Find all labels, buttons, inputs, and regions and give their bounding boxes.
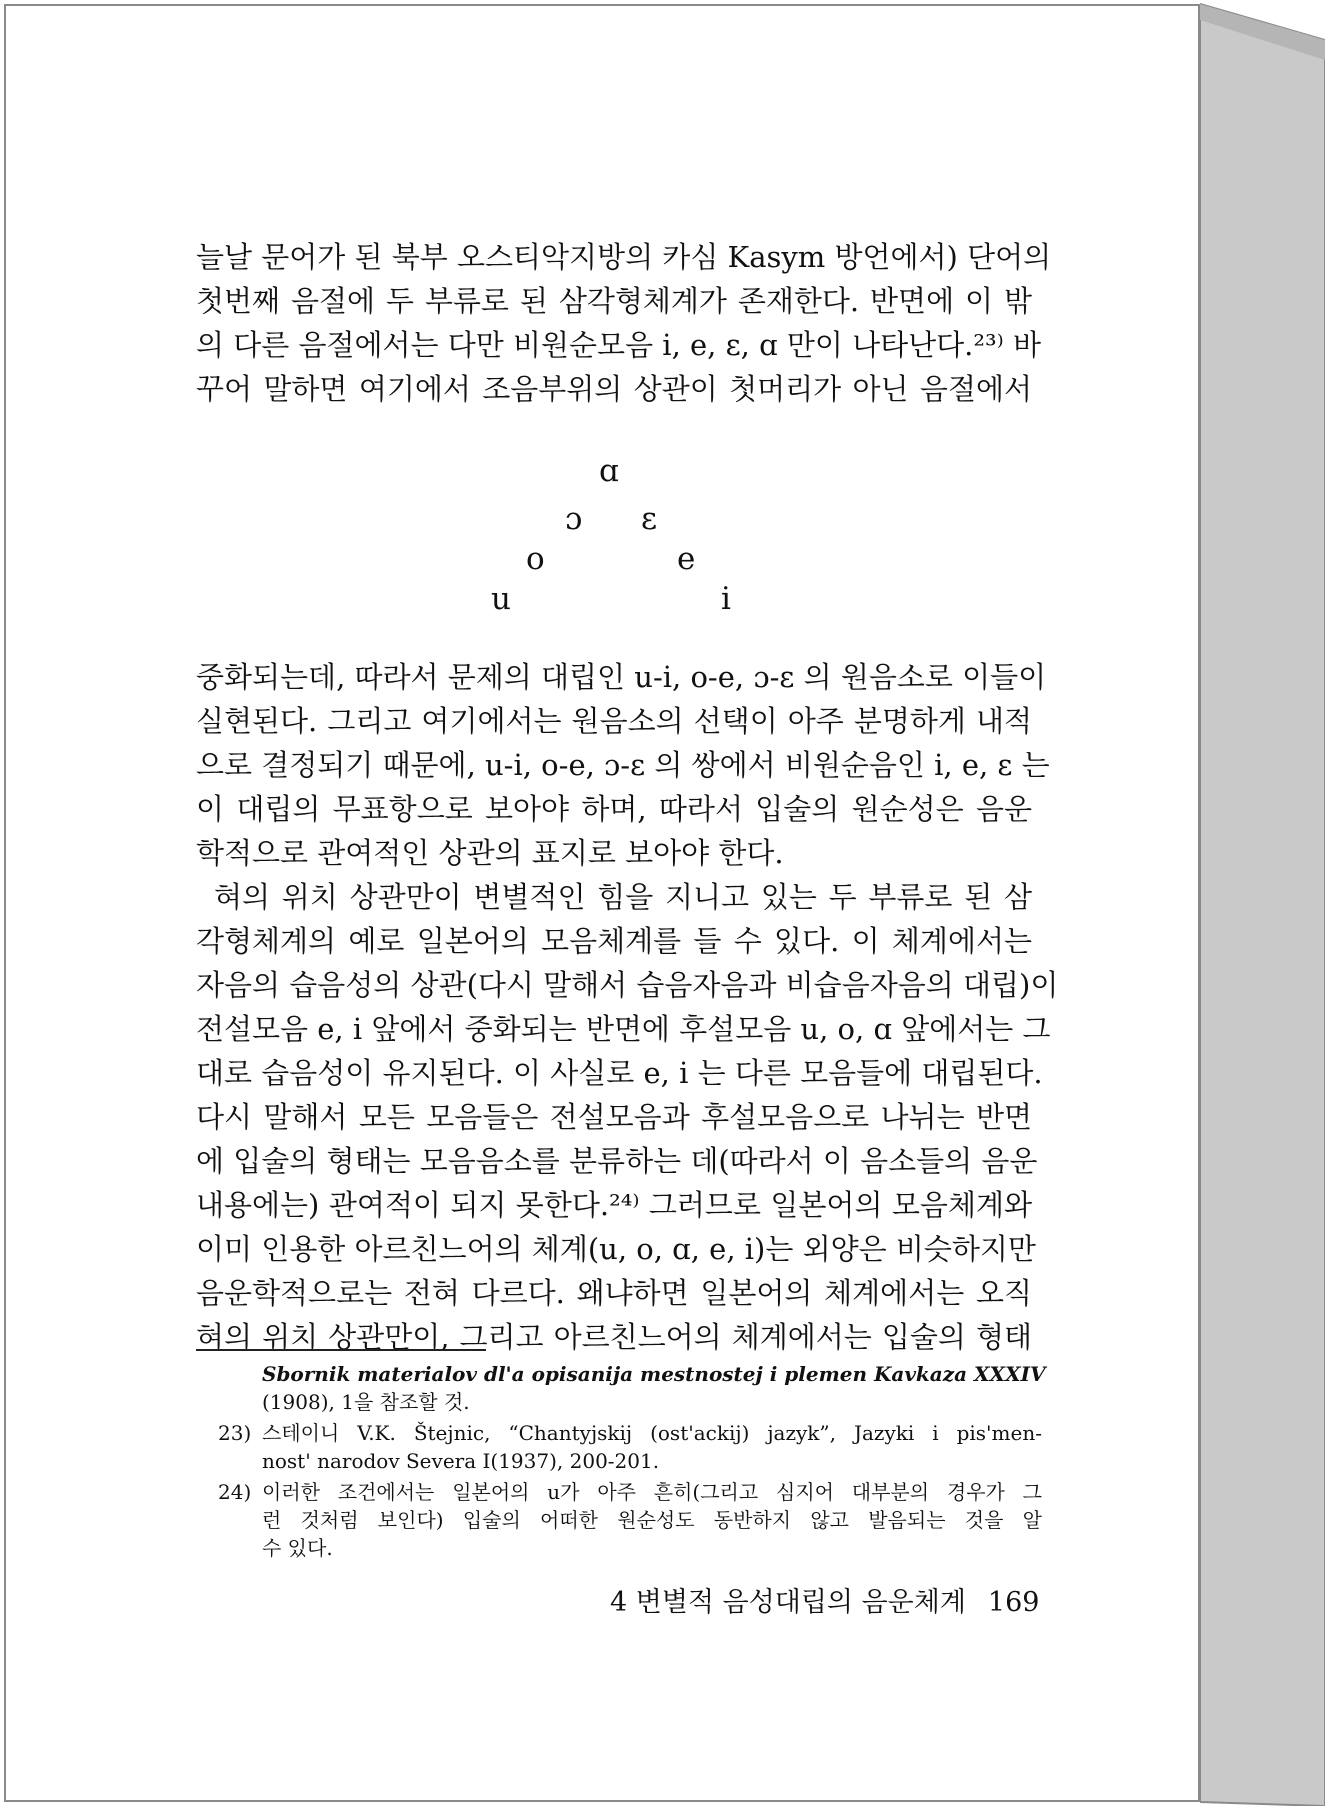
footnote-line: Sbornik materialov dl'a opisanija mestnostej i plemen Kavkaza XXXIV — [262, 1362, 1046, 1386]
footnote-line: 수 있다. — [262, 1536, 333, 1560]
footnote-number: 23) — [218, 1421, 252, 1445]
body-line: 이 대립의 무표항으로 보아야 하며, 따라서 입술의 원순성은 음운 — [196, 792, 1032, 826]
body-line: 대로 습음성이 유지된다. 이 사실로 e, i 는 다른 모음들에 대립된다. — [196, 1056, 1043, 1090]
page-number: 169 — [987, 1587, 1040, 1618]
body-line: 자음의 습음성의 상관(다시 말해서 습음자음과 비습음자음의 대립)이 — [196, 968, 1059, 1002]
chapter-title: 4 변별적 음성대립의 음운체계 — [610, 1587, 966, 1618]
footnote-line: 스테이니 V.K. Štejnic, “Chantyjskij (ost'ackij) jazyk”, Jazyki i pis'men- — [262, 1421, 1042, 1445]
body-line: 다시 말해서 모든 모음들은 전설모음과 후설모음으로 나뉘는 반면 — [196, 1100, 1032, 1134]
body-line: 혀의 위치 상관만이 변별적인 힘을 지니고 있는 두 부류로 된 삼 — [214, 880, 1032, 914]
body-line: 이미 인용한 아르친느어의 체계(u, o, ɑ, e, i)는 외양은 비슷하지만 — [196, 1232, 1036, 1266]
vowel-symbol: o — [526, 541, 545, 577]
vowel-symbol: ɔ — [565, 501, 583, 537]
body-line: 의 다른 음절에서는 다만 비원순모음 i, e, ε, ɑ 만이 나타난다.²³⁾ 바 — [196, 328, 1041, 362]
body-line: 중화되는데, 따라서 문제의 대립인 u-i, o-e, ɔ-ε 의 원음소로 이들이 — [196, 660, 1047, 694]
vowel-symbol: e — [677, 541, 696, 577]
body-line: 늘날 문어가 된 북부 오스티악지방의 카심 Kasym 방언에서) 단어의 — [196, 240, 1052, 274]
footnote-line: nost' narodov Severa Ⅰ(1937), 200-201. — [262, 1449, 660, 1473]
body-line: 내용에는) 관여적이 되지 못한다.²⁴⁾ 그러므로 일본어의 모음체계와 — [196, 1188, 1032, 1222]
body-line: 으로 결정되기 때문에, u-i, o-e, ɔ-ε 의 쌍에서 비원순음인 i, e, ε 는 — [196, 748, 1050, 782]
vowel-symbol: u — [491, 581, 511, 617]
footnote-number: 24) — [218, 1480, 252, 1504]
book-fore-edge — [1200, 0, 1325, 1806]
body-line: 전설모음 e, i 앞에서 중화되는 반면에 후설모음 u, o, ɑ 앞에서는 그 — [196, 1012, 1051, 1046]
footnote-divider — [196, 1349, 486, 1351]
body-line: 꾸어 말하면 여기에서 조음부위의 상관이 첫머리가 아닌 음절에서 — [196, 372, 1032, 406]
body-line: 실현된다. 그리고 여기에서는 원음소의 선택이 아주 분명하게 내적 — [196, 704, 1032, 738]
body-line: 혀의 위치 상관만이, 그리고 아르친느어의 체계에서는 입술의 형태 — [196, 1320, 1032, 1354]
vowel-symbol: ε — [641, 501, 658, 537]
vowel-symbol: i — [721, 581, 731, 617]
body-line: 각형체계의 예로 일본어의 모음체계를 들 수 있다. 이 체계에서는 — [196, 924, 1032, 958]
body-line: 음운학적으로는 전혀 다르다. 왜냐하면 일본어의 체계에서는 오직 — [196, 1276, 1032, 1310]
vowel-symbol: ɑ — [599, 453, 619, 489]
body-line: 에 입술의 형태는 모음음소를 분류하는 데(따라서 이 음소들의 음운 — [196, 1144, 1038, 1178]
footnote-line: (1908), 1을 참조할 것. — [262, 1390, 470, 1414]
footnote-line: 런 것처럼 보인다) 입술의 어떠한 원순성도 동반하지 않고 발음되는 것을 알 — [262, 1508, 1042, 1532]
footnote-line: 이러한 조건에서는 일본어의 u가 아주 흔히(그리고 심지어 대부분의 경우가 그 — [262, 1480, 1042, 1504]
body-line: 첫번째 음절에 두 부류로 된 삼각형체계가 존재한다. 반면에 이 밖 — [196, 284, 1032, 318]
body-line: 학적으로 관여적인 상관의 표지로 보아야 한다. — [196, 836, 784, 870]
running-footer — [610, 1586, 1039, 1620]
